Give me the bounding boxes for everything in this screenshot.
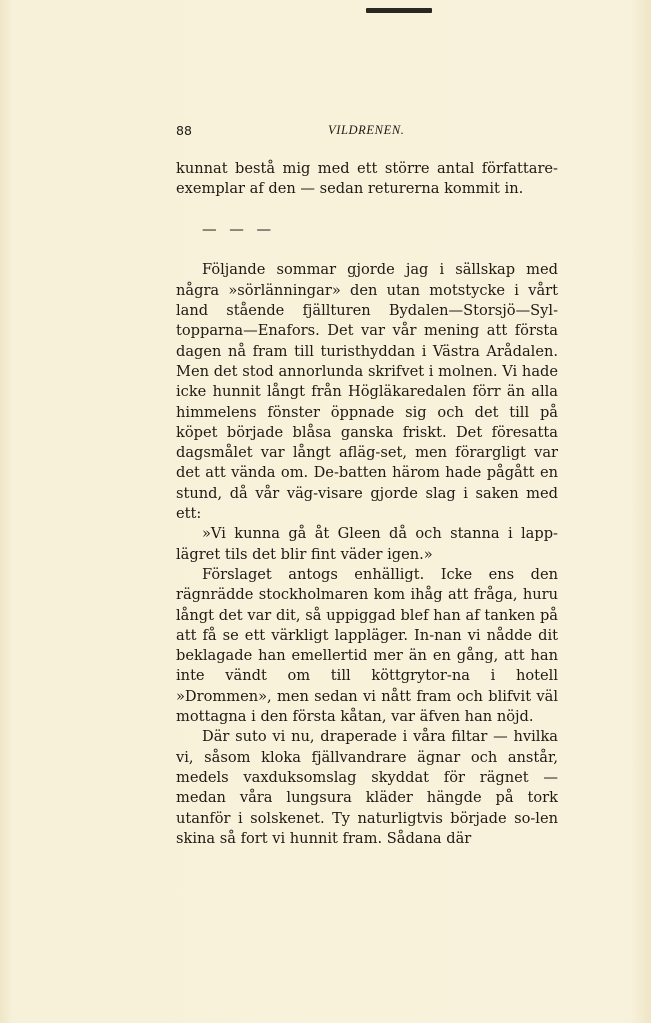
page-number: 88 bbox=[176, 123, 192, 138]
page-header bbox=[176, 123, 556, 143]
running-title: VILDRENEN. bbox=[328, 123, 405, 137]
section-separator: — — — bbox=[202, 220, 276, 238]
paragraph-3: »Vi kunna gå åt Gleen då och stanna i lapp-lägret tils det blir fint väder igen.» bbox=[176, 525, 558, 563]
body-text bbox=[176, 159, 558, 849]
paper-tab-mark bbox=[366, 8, 432, 13]
paragraph-4: Förslaget antogs enhälligt. Icke ens den rägnrädde stockholmaren kom ihåg att fråga, huru långt det var dit, så uppiggad blef han af tanken på att få se ett värkligt lappläger. In-nan vi nådde dit beklagade han emellertid mer än en gång, att han inte vändt om till köttgrytor-na i hotell »Drommen», men sedan vi nått fram och blifvit väl mottagna i den första kåtan, var äfven han nöjd. bbox=[176, 565, 558, 726]
paragraph-5: Där suto vi nu, draperade i våra filtar — hvilka vi, såsom kloka fjällvandrare ägnar och anstår, medels vaxduksomslag skyddat för rägnet — medan våra lungsura kläder hängde på tork utanför i solskenet. Ty naturligtvis började so-len skina så fort vi hunnit fram. Sådana där bbox=[176, 728, 558, 847]
paragraph-1: kunnat bestå mig med ett större antal författare-exemplar af den — sedan returerna kommit in. bbox=[176, 160, 558, 198]
paragraph-2: Följande sommar gjorde jag i sällskap med några »sörlänningar» den utan motstycke i vårt land stående fjällturen Bydalen—Storsjö—Syl-topparna—Enafors. Det var vår mening att första dagen nå fram till turisthyddan i Västra Arådalen. Men det stod annorlunda skrifvet i molnen. Vi hade icke hunnit långt från Högläkaredalen förr än alla himmelens fönster öppnade sig och det till på köpet började blåsa ganska friskt. Det föresatta dagsmålet var långt afläg-set, men förargligt var det att vända om. De-batten härom hade pågått en stund, då vår väg-visare gjorde slag i saken med ett: bbox=[176, 261, 558, 523]
